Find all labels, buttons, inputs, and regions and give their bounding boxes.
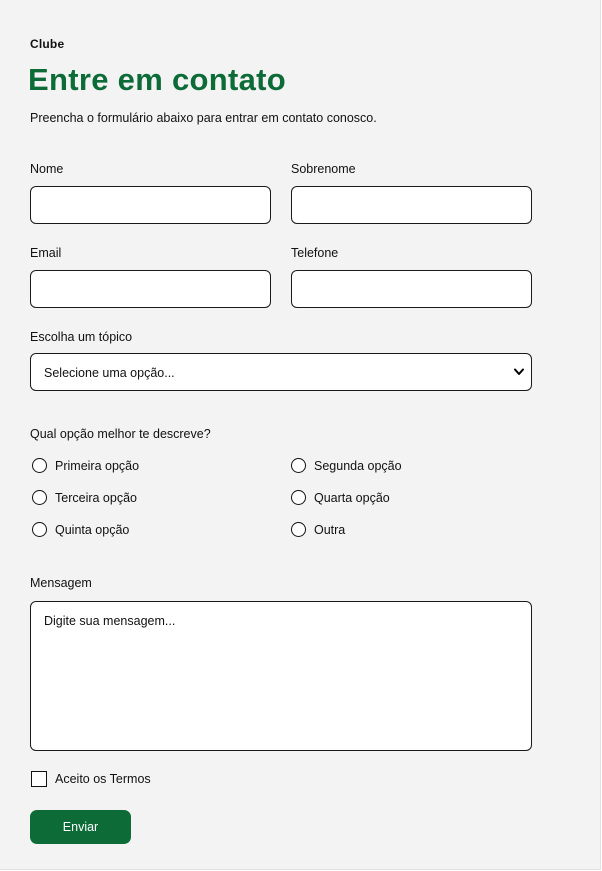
terms-label: Aceito os Termos bbox=[55, 772, 151, 786]
first-name-input[interactable] bbox=[30, 186, 271, 224]
topic-select-value: Selecione uma opção... bbox=[44, 366, 175, 380]
first-name-label: Nome bbox=[30, 162, 64, 176]
page-subtitle: Preencha o formulário abaixo para entrar em contato conosco. bbox=[30, 111, 377, 125]
page-title: Entre em contato bbox=[28, 62, 287, 97]
radio-circle-icon[interactable] bbox=[291, 458, 306, 473]
radio-circle-icon[interactable] bbox=[32, 490, 47, 505]
radio-option-label: Segunda opção bbox=[314, 458, 402, 473]
describe-question: Qual opção melhor te descreve? bbox=[30, 427, 211, 441]
radio-option-6[interactable] bbox=[291, 522, 345, 537]
radio-option-5[interactable] bbox=[32, 522, 129, 537]
message-label: Mensagem bbox=[30, 576, 92, 590]
brand-name: Clube bbox=[30, 37, 65, 51]
radio-option-label: Quarta opção bbox=[314, 490, 390, 505]
phone-label: Telefone bbox=[291, 246, 339, 260]
radio-option-label: Quinta opção bbox=[55, 522, 130, 537]
email-label: Email bbox=[30, 246, 62, 260]
phone-input[interactable] bbox=[291, 270, 532, 308]
radio-circle-icon[interactable] bbox=[32, 522, 47, 537]
radio-option-2[interactable] bbox=[291, 458, 402, 473]
chevron-down-icon bbox=[514, 368, 524, 376]
radio-circle-icon[interactable] bbox=[291, 522, 306, 537]
message-textarea[interactable] bbox=[30, 601, 532, 751]
email-input[interactable] bbox=[30, 270, 271, 308]
radio-option-label: Primeira opção bbox=[55, 458, 140, 473]
radio-option-label: Outra bbox=[314, 522, 346, 537]
terms-checkbox[interactable] bbox=[31, 771, 47, 787]
terms-checkbox-row[interactable] bbox=[31, 771, 151, 787]
last-name-label: Sobrenome bbox=[291, 162, 356, 176]
radio-option-label: Terceira opção bbox=[55, 490, 137, 505]
last-name-input[interactable] bbox=[291, 186, 532, 224]
radio-option-4[interactable] bbox=[291, 490, 390, 505]
topic-select[interactable] bbox=[30, 353, 532, 391]
radio-option-3[interactable] bbox=[32, 490, 137, 505]
radio-circle-icon[interactable] bbox=[291, 490, 306, 505]
radio-option-1[interactable] bbox=[32, 458, 139, 473]
radio-circle-icon[interactable] bbox=[32, 458, 47, 473]
submit-button[interactable]: Enviar bbox=[30, 810, 131, 844]
topic-label: Escolha um tópico bbox=[30, 330, 133, 344]
message-placeholder: Digite sua mensagem... bbox=[44, 614, 176, 628]
